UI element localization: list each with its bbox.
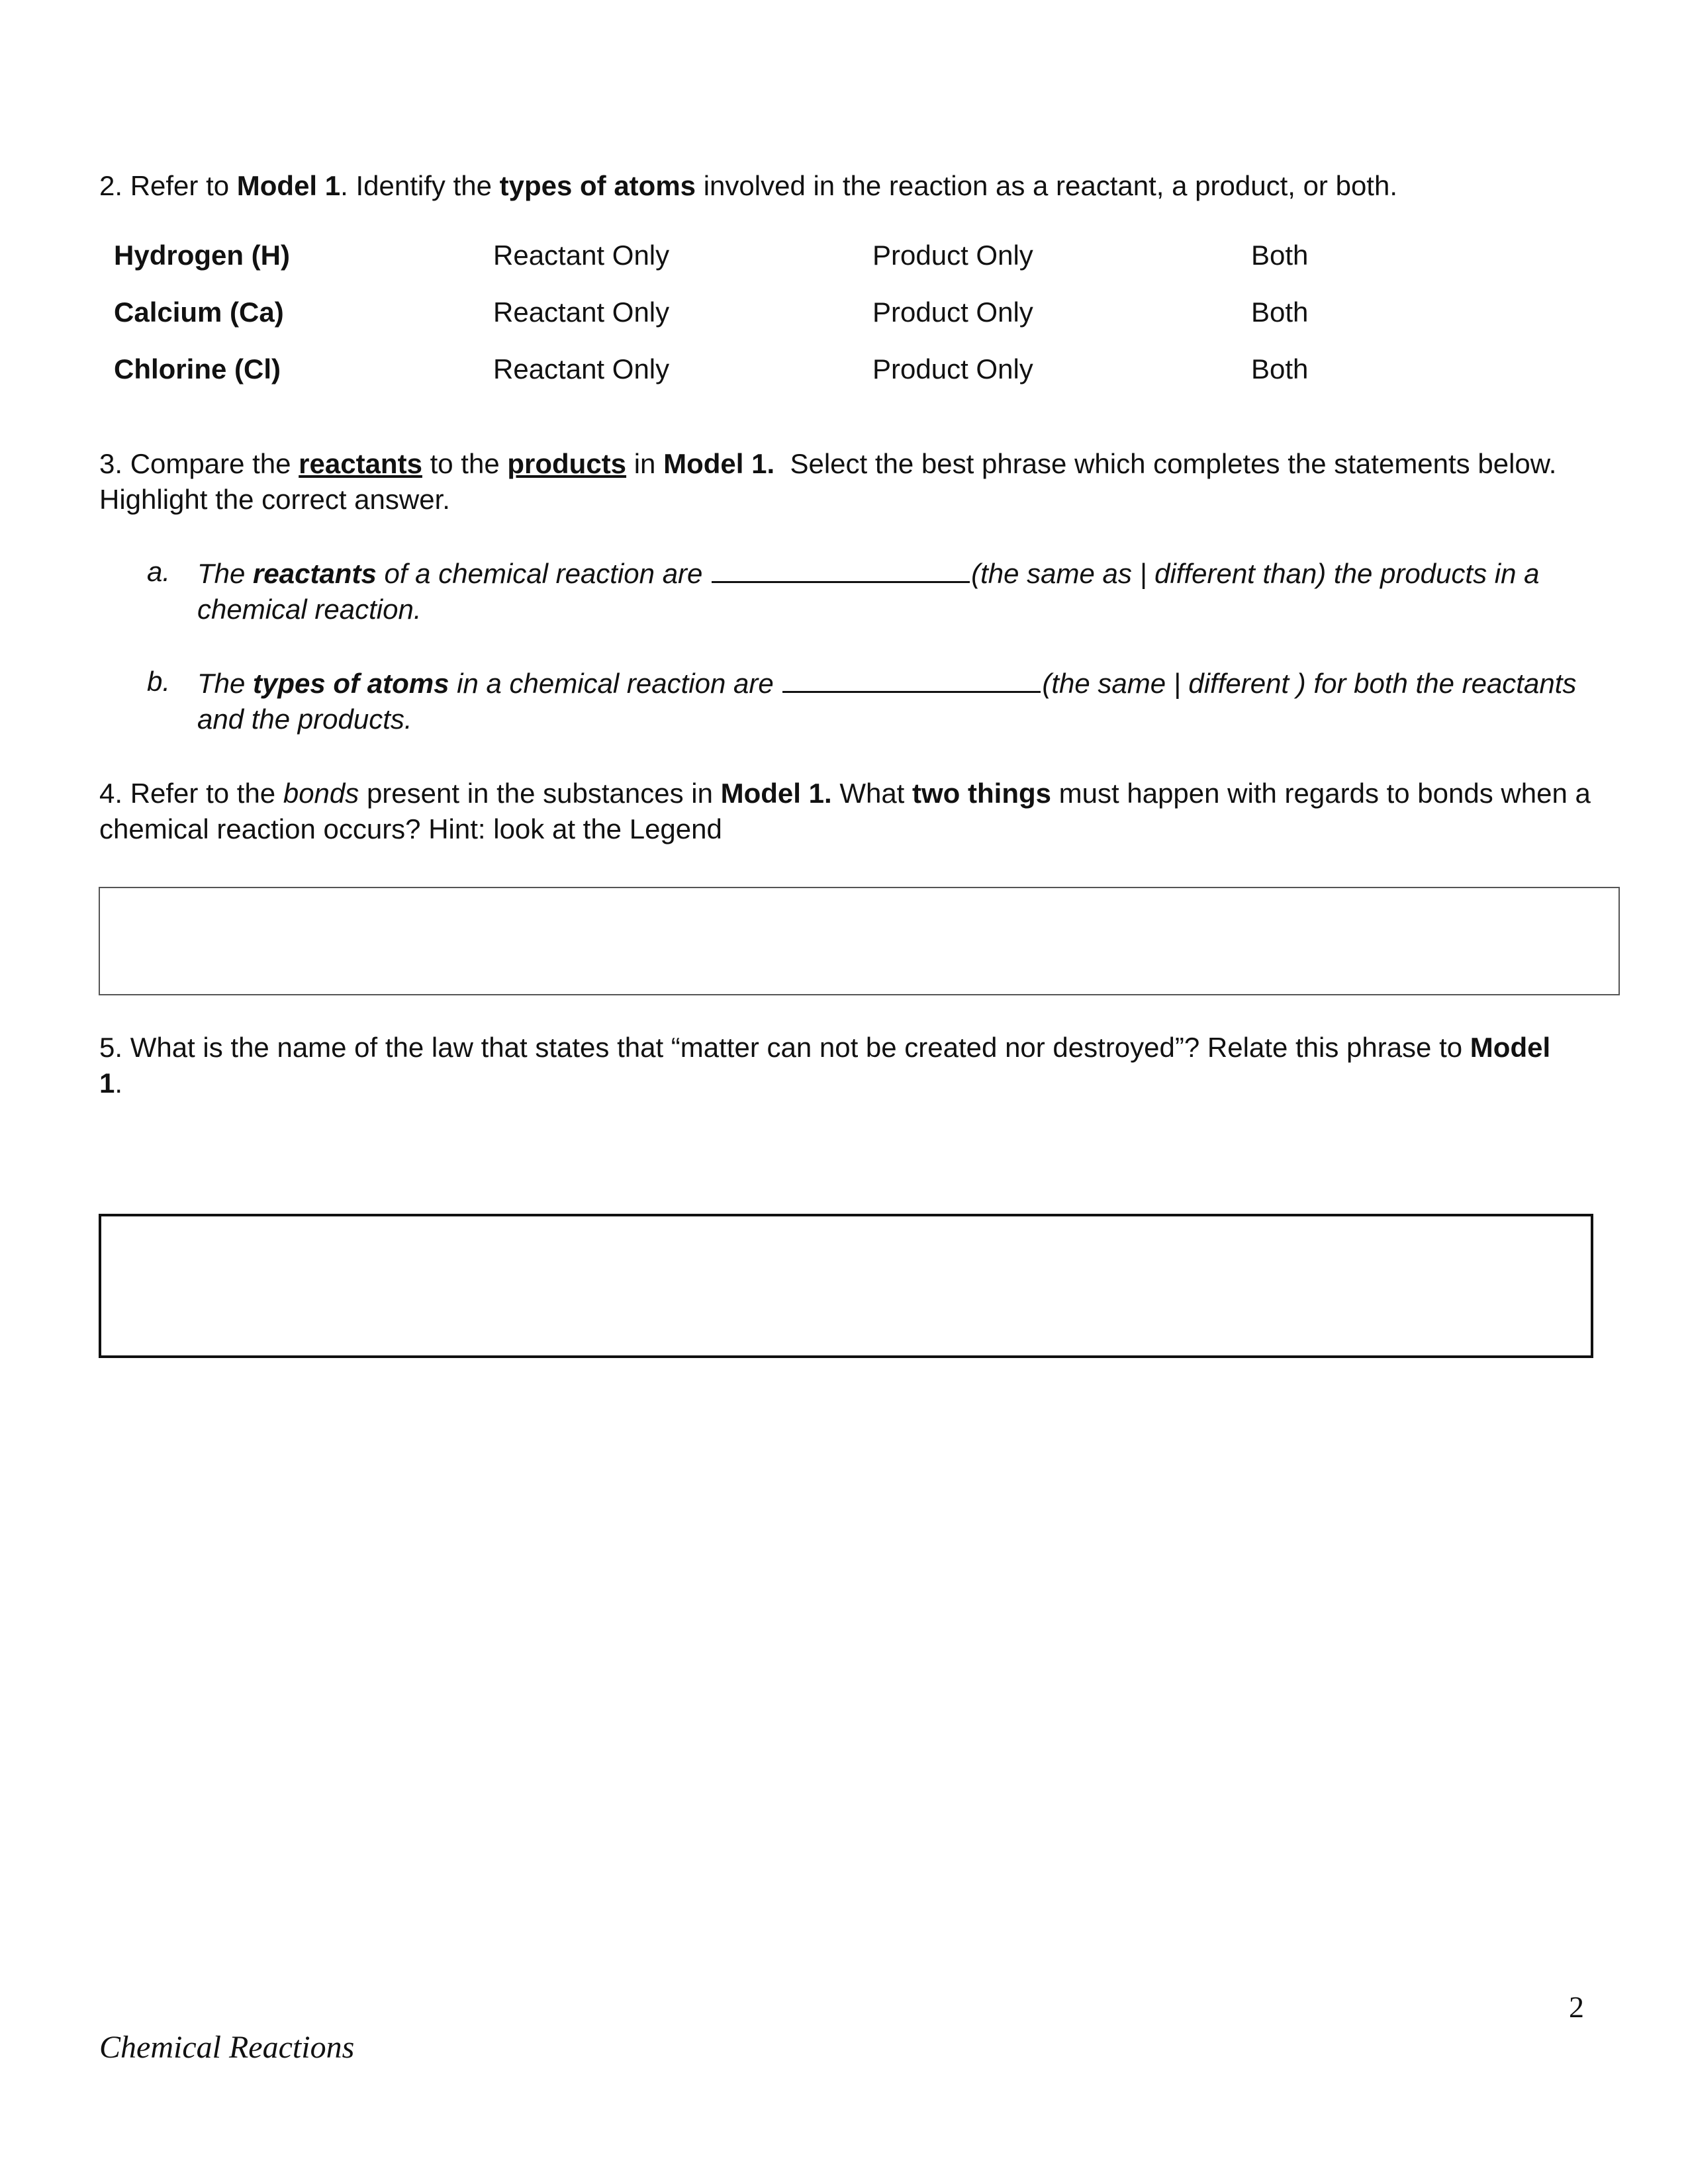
item-b-letter: b. bbox=[147, 666, 171, 697]
atom-label-hydrogen: Hydrogen (H) bbox=[114, 240, 290, 271]
question-3-prompt: 3. Compare the reactants to the products in Model 1. Select the best phrase which completes the statements below. Highlight the correct answer. bbox=[99, 448, 1557, 515]
choice-both[interactable]: Both bbox=[1251, 353, 1309, 385]
choice-reactant-only[interactable]: Reactant Only bbox=[493, 296, 670, 328]
choice-product-only[interactable]: Product Only bbox=[872, 353, 1033, 385]
footer-title: Chemical Reactions bbox=[99, 2030, 355, 2065]
answer-box-q5[interactable] bbox=[99, 1214, 1593, 1358]
question-4-prompt: 4. Refer to the bonds present in the substances in Model 1. What two things must happen with regards to bonds when a chemical reaction occurs? Hint: look at the Legend bbox=[99, 778, 1591, 844]
answer-blank-a[interactable] bbox=[712, 557, 970, 583]
choice-product-only[interactable]: Product Only bbox=[872, 240, 1033, 271]
answer-blank-b[interactable] bbox=[782, 667, 1041, 693]
answer-box-q4[interactable] bbox=[99, 887, 1620, 995]
choice-both[interactable]: Both bbox=[1251, 296, 1309, 328]
question-5-prompt: 5. What is the name of the law that states that “matter can not be created nor destroyed”? Relate this phrase to Model 1. bbox=[99, 1032, 1551, 1099]
choice-product-only[interactable]: Product Only bbox=[872, 296, 1033, 328]
atom-label-chlorine: Chlorine (Cl) bbox=[114, 353, 281, 385]
question-2-prompt: 2. Refer to Model 1. Identify the types of atoms involved in the reaction as a reactant, a product, or both. bbox=[99, 170, 1398, 201]
page-number: 2 bbox=[1569, 1990, 1584, 2024]
choice-reactant-only[interactable]: Reactant Only bbox=[493, 240, 670, 271]
statement-b: The types of atoms in a chemical reaction are (the same | different ) for both the reactants and the products. bbox=[197, 668, 1577, 735]
choice-reactant-only[interactable]: Reactant Only bbox=[493, 353, 670, 385]
statement-a: The reactants of a chemical reaction are (the same as | different than) the products in a chemical reaction. bbox=[197, 558, 1540, 625]
atom-label-calcium: Calcium (Ca) bbox=[114, 296, 284, 328]
item-a-letter: a. bbox=[147, 556, 171, 587]
choice-both[interactable]: Both bbox=[1251, 240, 1309, 271]
